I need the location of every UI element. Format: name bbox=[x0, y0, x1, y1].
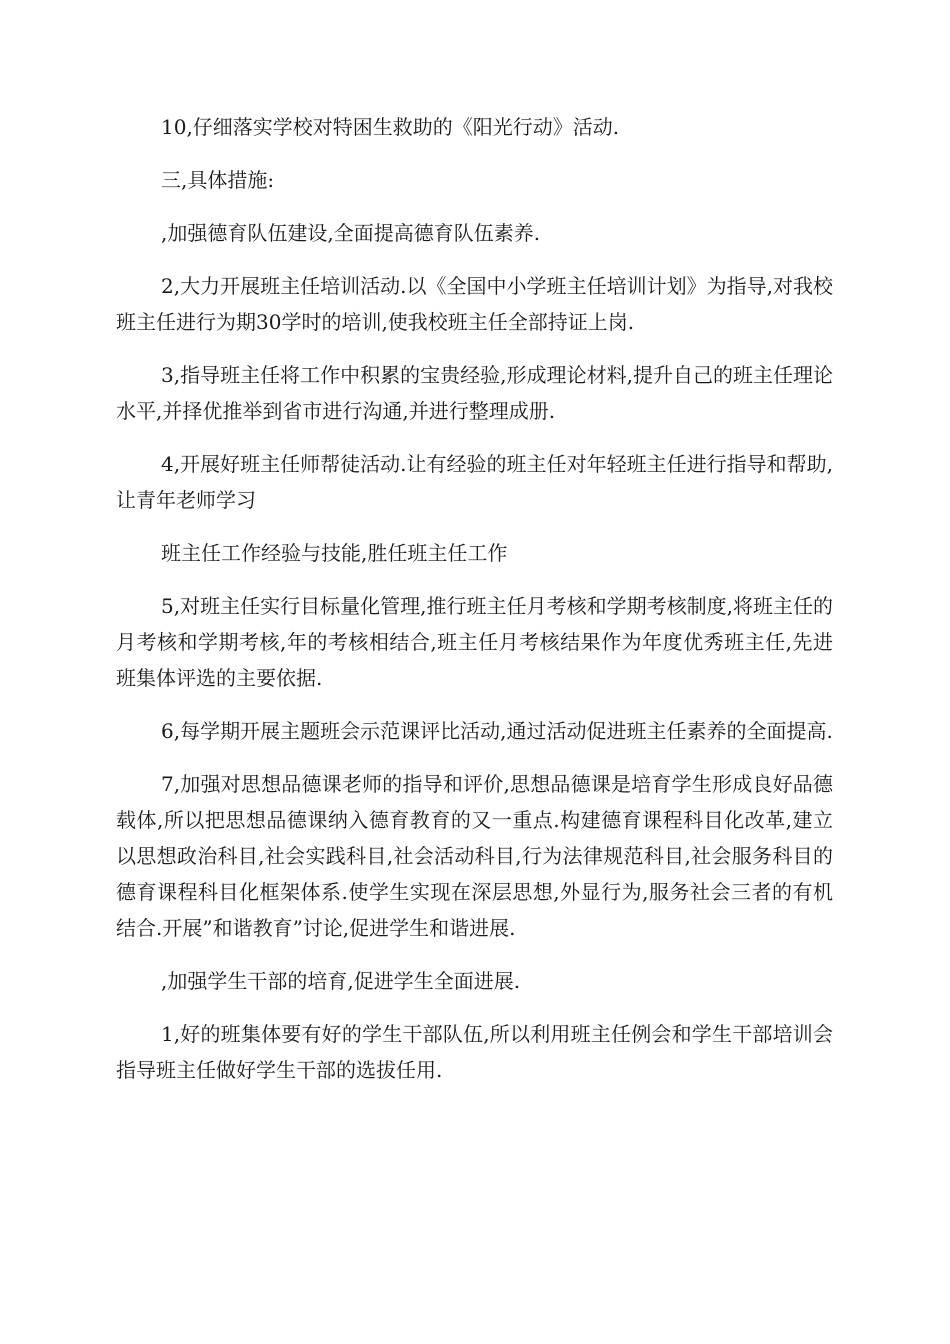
paragraph-mentoring-continued: 班主任工作经验与技能,胜任班主任工作 bbox=[161, 541, 508, 565]
paragraph-item-2-training: 2,大力开展班主任培训活动.以《全国中小学班主任培训计划》为指导,对我校班主任进行为期30学时的培训,使我校班主任全部持证上岗. bbox=[116, 274, 833, 334]
section-heading-measures: 三,具体措施: bbox=[161, 168, 275, 192]
paragraph-item-3-experience: 3,指导班主任将工作中积累的宝贵经验,形成理论材料,提升自己的班主任理论水平,并择优推举到省市进行沟通,并进行整理成册. bbox=[116, 363, 833, 423]
paragraph-moral-team: ,加强德育队伍建设,全面提高德育队伍素养. bbox=[161, 221, 541, 245]
paragraph-item-5-assessment: 5,对班主任实行目标量化管理,推行班主任月考核和学期考核制度,将班主任的月考核和学期考核,年的考核相结合,班主任月考核结果作为年度优秀班主任,先进班集体评选的主要依据. bbox=[116, 594, 833, 690]
paragraph-item-4-mentoring: 4,开展好班主任师帮徒活动.让有经验的班主任对年轻班主任进行指导和帮助,让青年老师学习 bbox=[116, 452, 833, 512]
paragraph-student-cadres: ,加强学生干部的培育,促进学生全面进展. bbox=[161, 969, 521, 993]
paragraph-item-1-cadre-selection: 1,好的班集体要有好的学生干部队伍,所以利用班主任例会和学生干部培训会指导班主任做好学生干部的选拔任用. bbox=[116, 1022, 833, 1082]
paragraph-item-6-class-meeting: 6,每学期开展主题班会示范课评比活动,通过活动促进班主任素养的全面提高. bbox=[161, 719, 833, 743]
paragraph-item-10-sunshine: 10,仔细落实学校对特困生救助的《阳光行动》活动. bbox=[161, 115, 620, 139]
document-body bbox=[116, 109, 833, 1105]
paragraph-item-7-moral-course: 7,加强对思想品德课老师的指导和评价,思想品德课是培育学生形成良好品德载体,所以把思想品德课纳入德育教育的又一重点.构建德育课程科目化改革,建立以思想政治科目,社会实践科目,社会活动科目,行为法律规范科目,社会服务科目的德育课程科目化框架体系.使学生实现在深层思想,外显行为,服务社会三者的有机结合.开展”和谐教育”讨论,促进学生和谐进展. bbox=[116, 772, 833, 940]
